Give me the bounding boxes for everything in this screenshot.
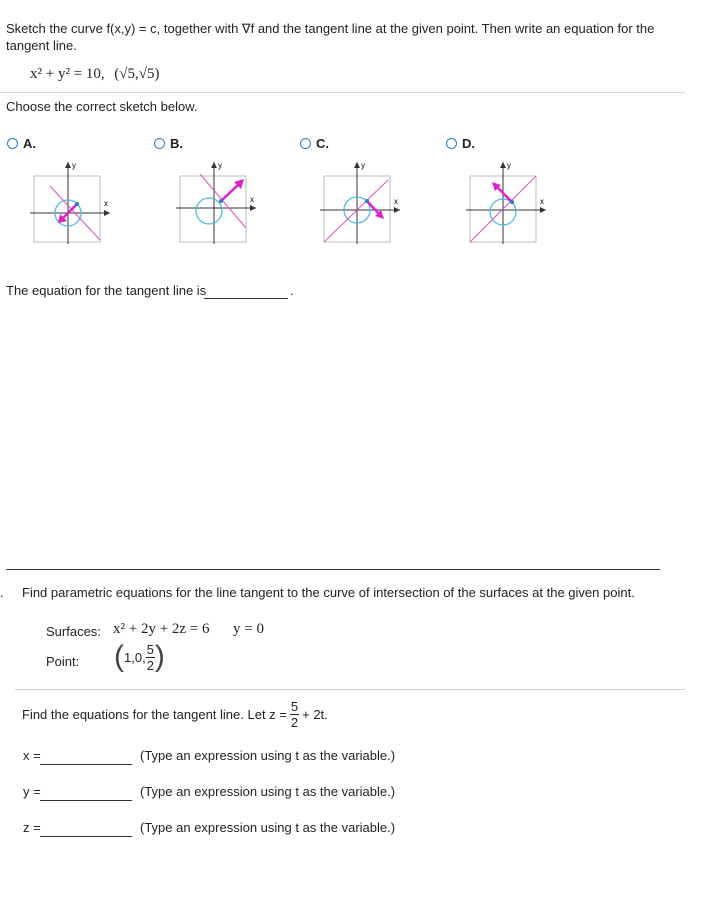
sketch-d-axis-x: x [540, 197, 544, 206]
y-answer-field[interactable] [40, 800, 132, 801]
tangent-suffix: . [290, 283, 294, 298]
instruction-fraction: $\frac{5}{2}$ [290, 699, 299, 730]
sketch-c[interactable] [320, 158, 400, 258]
x-hint: (Type an expression using t as the variable.) [140, 748, 396, 763]
q1-prompt: Sketch the curve f(x,y) = c, together with ∇f and the tangent line at the given point. Then write an equation for the tangent line. [6, 21, 655, 53]
question-divider [6, 569, 660, 570]
z-answer-field[interactable] [40, 836, 132, 837]
tangent-prompt: The equation for the tangent line is [6, 283, 207, 298]
surface-2: y = 0 [233, 621, 264, 637]
q2-point-coords: 1,0, [124, 649, 146, 665]
y-hint: (Type an expression using t as the variable.) [140, 784, 396, 799]
q1-equation [30, 66, 160, 83]
q2-divider [15, 689, 685, 690]
instruction-suffix: + 2t. [302, 707, 328, 722]
tangent-answer-field[interactable] [204, 298, 288, 299]
x-answer-field[interactable] [40, 764, 132, 765]
sketch-b-axis-x: x [250, 195, 254, 204]
option-c-radio[interactable] [300, 138, 311, 149]
sketch-a-axis-x: x [104, 199, 108, 208]
sketch-a-axis-y: y [72, 161, 76, 170]
sketch-b-axis-y: y [218, 161, 222, 170]
divider [0, 92, 685, 93]
surface-1: x² + 2y + 2z = 6 [113, 621, 210, 637]
q2-point: ( 1,0, $\frac{5}{2}$ ) [114, 640, 165, 673]
point-label: Point: [46, 654, 80, 669]
q2-instruction [22, 700, 328, 729]
choose-instruction: Choose the correct sketch below. [6, 99, 198, 114]
q1-equation-text: x² + y² = 10, [30, 66, 105, 82]
option-b-label[interactable]: B. [170, 136, 183, 151]
q2-prompt: Find parametric equations for the line tangent to the curve of intersection of the surfaces at the given point. [22, 585, 635, 600]
sketch-d[interactable] [466, 158, 546, 258]
option-d-radio[interactable] [446, 138, 457, 149]
option-a-label[interactable]: A. [23, 136, 36, 151]
sketch-c-axis-x: x [394, 197, 398, 206]
instruction-text: Find the equations for the tangent line. Let z = [22, 707, 287, 722]
option-d-label[interactable]: D. [462, 136, 475, 151]
q1-point: (√5,√5) [114, 66, 160, 82]
surfaces-label: Surfaces: [46, 624, 101, 639]
option-b-radio[interactable] [154, 138, 165, 149]
y-label: y = [23, 784, 41, 799]
option-c-label[interactable]: C. [316, 136, 329, 151]
q2-point-fraction: $\frac{5}{2}$ [146, 641, 154, 673]
z-label: z = [23, 820, 41, 835]
sketch-c-axis-y: y [361, 161, 365, 170]
x-label: x = [23, 748, 41, 763]
sketch-d-axis-y: y [507, 161, 511, 170]
sketch-a[interactable] [30, 158, 110, 258]
sketch-b[interactable] [176, 158, 256, 258]
q2-bullet: . [0, 585, 4, 600]
option-a-radio[interactable] [7, 138, 18, 149]
z-hint: (Type an expression using t as the variable.) [140, 820, 396, 835]
